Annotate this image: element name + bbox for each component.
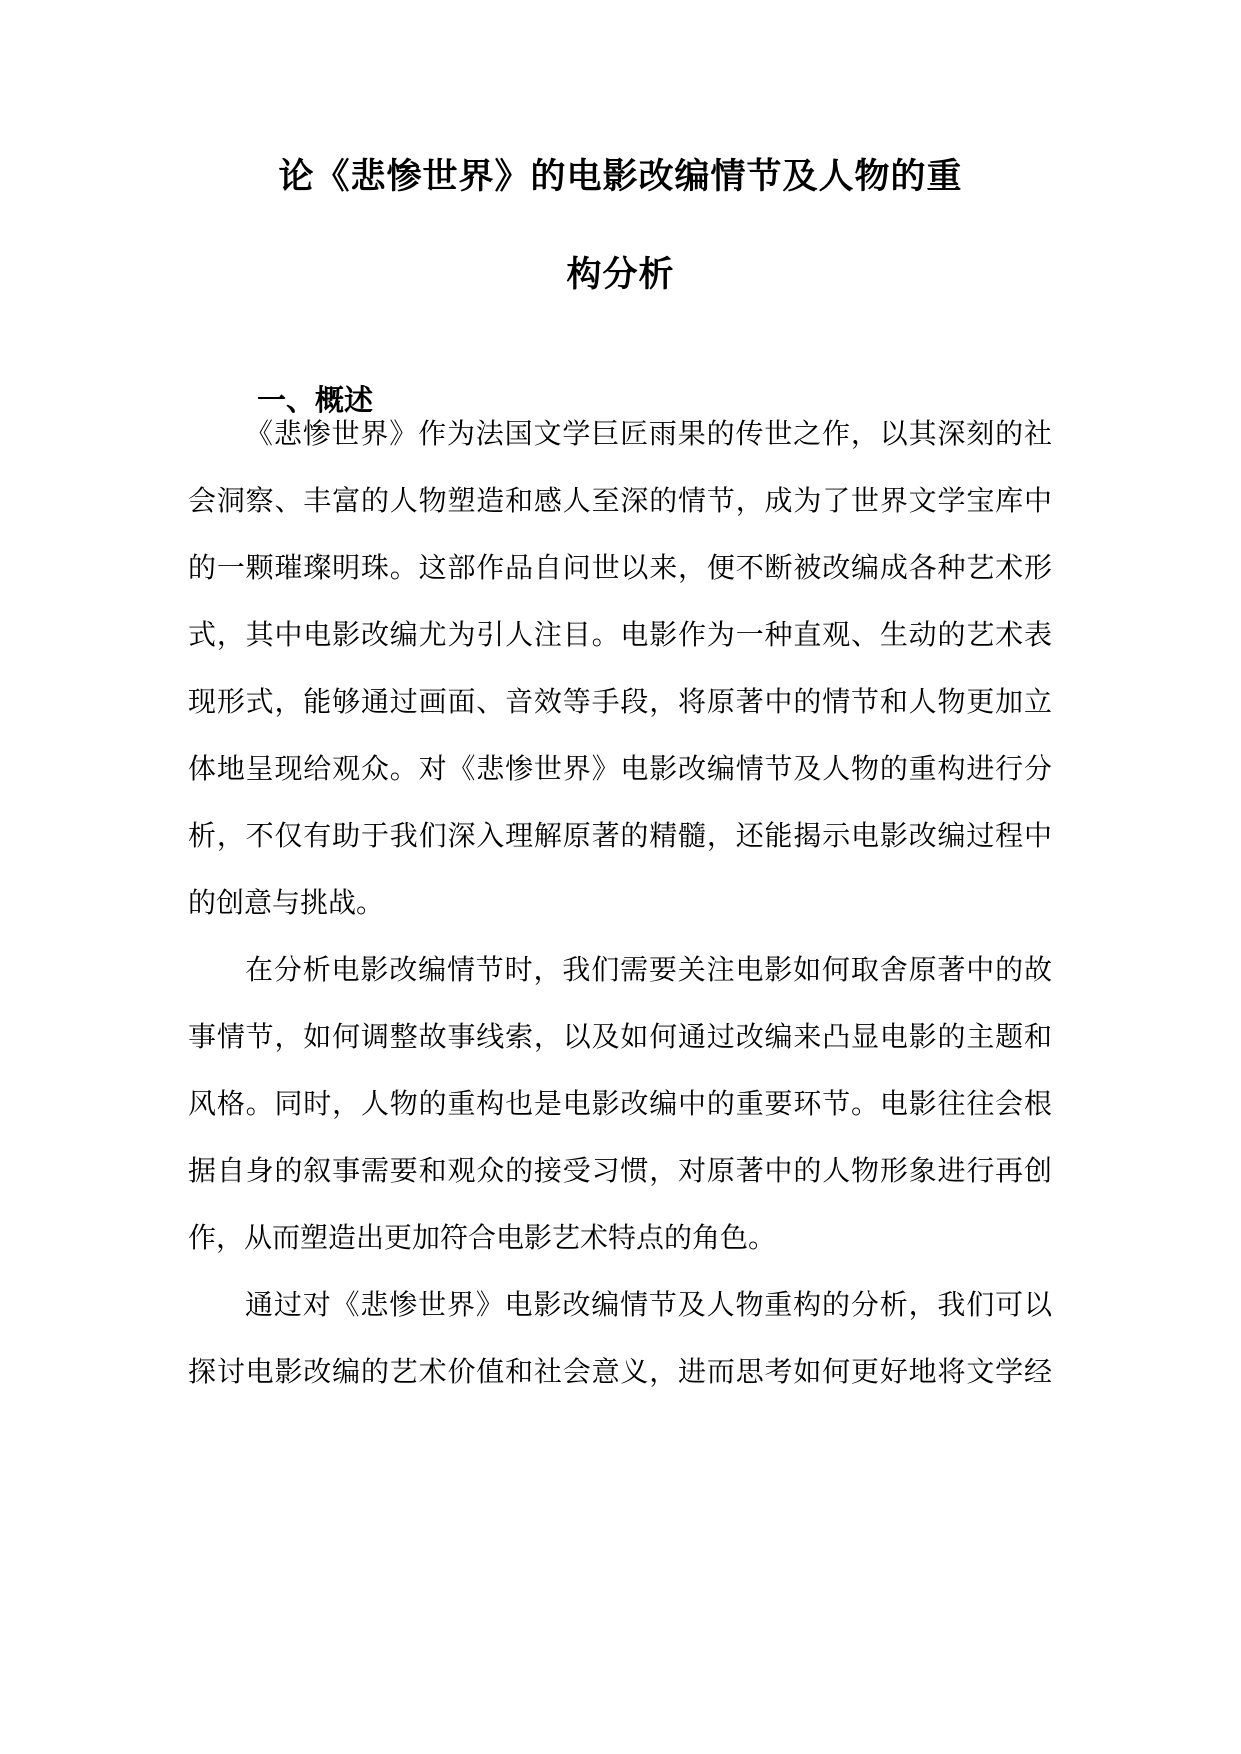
paragraph-1-line-6: 体地呈现给观众。对《悲惨世界》电影改编情节及人物的重构进行分	[188, 752, 1052, 785]
title-line-2: 构分析	[566, 255, 675, 295]
paragraph-2-line-5: 作，从而塑造出更加符合电影艺术特点的角色。	[188, 1221, 777, 1254]
section-heading: 一、概述	[257, 383, 374, 417]
paragraph-2-line-1: 在分析电影改编情节时，我们需要关注电影如何取舍原著中的故	[245, 953, 1052, 986]
paragraph-1-line-8: 的创意与挑战。	[188, 886, 385, 919]
paragraph-1-line-3: 的一颗璀璨明珠。这部作品自问世以来，便不断被改编成各种艺术形	[188, 551, 1052, 584]
title-line-1: 论《悲惨世界》的电影改编情节及人物的重	[278, 157, 963, 197]
paragraph-1-line-1: 《悲惨世界》作为法国文学巨匠雨果的传世之作，以其深刻的社	[245, 417, 1052, 450]
paragraph-2-line-2: 事情节，如何调整故事线索，以及如何通过改编来凸显电影的主题和	[188, 1020, 1052, 1053]
paragraph-3-line-2: 探讨电影改编的艺术价值和社会意义，进而思考如何更好地将文学经	[188, 1355, 1052, 1388]
paragraph-2-line-4: 据自身的叙事需要和观众的接受习惯，对原著中的人物形象进行再创	[188, 1154, 1052, 1187]
paragraph-3-line-1: 通过对《悲惨世界》电影改编情节及人物重构的分析，我们可以	[245, 1288, 1052, 1321]
paragraph-1-line-5: 现形式，能够通过画面、音效等手段，将原著中的情节和人物更加立	[188, 685, 1052, 718]
paragraph-1-line-4: 式，其中电影改编尤为引人注目。电影作为一种直观、生动的艺术表	[188, 618, 1052, 651]
paragraph-1-line-7: 析，不仅有助于我们深入理解原著的精髓，还能揭示电影改编过程中	[188, 819, 1052, 852]
paragraph-2-line-3: 风格。同时，人物的重构也是电影改编中的重要环节。电影往往会根	[188, 1087, 1052, 1120]
paragraph-1-line-2: 会洞察、丰富的人物塑造和感人至深的情节，成为了世界文学宝库中	[188, 484, 1052, 517]
